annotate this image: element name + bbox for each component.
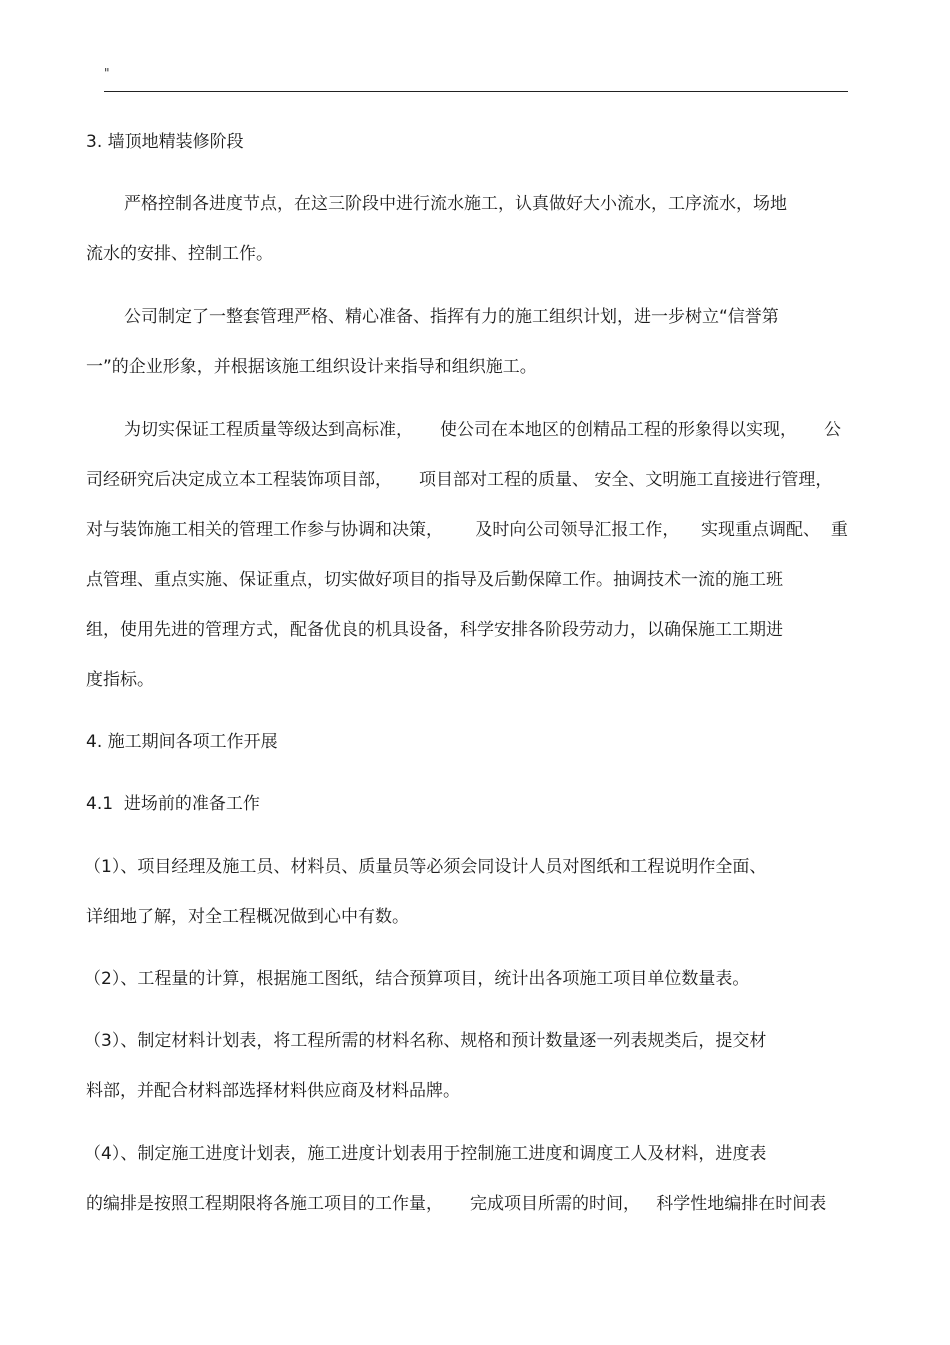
paragraph-3-line-6: 度指标。 <box>86 670 154 690</box>
paragraph-1-line-1: 严格控制各进度节点，在这三阶段中进行流水施工，认真做好大小流水，工序流水，场地 <box>124 194 787 214</box>
paragraph-3-line-3: 对与装饰施工相关的管理工作参与协调和决策， 及时向公司领导汇报工作， 实现重点调配、 重 <box>86 520 848 540</box>
section-4-heading: 4. 施工期间各项工作开展 <box>86 732 278 752</box>
item-1-line-2: 详细地了解，对全工程概况做到心中有数。 <box>86 907 409 927</box>
header-mark: " <box>104 66 110 80</box>
paragraph-3-line-1: 为切实保证工程质量等级达到高标准， 使公司在本地区的创精品工程的形象得以实现， 公 <box>124 420 842 440</box>
item-3-line-1: （3）、制定材料计划表，将工程所需的材料名称、规格和预计数量逐一列表规类后，提交材 <box>84 1031 767 1051</box>
section-4-1-heading: 4.1 进场前的准备工作 <box>86 794 260 814</box>
paragraph-3-line-2: 司经研究后决定成立本工程装饰项目部， 项目部对工程的质量、 安全、文明施工直接进行管理， <box>86 470 833 490</box>
paragraph-2-line-2: 一”的企业形象，并根据该施工组织设计来指导和组织施工。 <box>86 357 537 377</box>
paragraph-3-line-4: 点管理、重点实施、保证重点，切实做好项目的指导及后勤保障工作。抽调技术一流的施工班 <box>86 570 783 590</box>
item-1-line-1: （1）、项目经理及施工员、材料员、质量员等必须会同设计人员对图纸和工程说明作全面、 <box>84 857 767 877</box>
header-rule <box>104 91 848 92</box>
paragraph-3-line-5: 组，使用先进的管理方式，配备优良的机具设备，科学安排各阶段劳动力，以确保施工工期进 <box>86 620 783 640</box>
section-3-heading: 3. 墙顶地精装修阶段 <box>86 132 244 152</box>
item-3-line-2: 料部，并配合材料部选择材料供应商及材料品牌。 <box>86 1081 460 1101</box>
item-4-line-1: （4）、制定施工进度计划表，施工进度计划表用于控制施工进度和调度工人及材料，进度表 <box>84 1144 767 1164</box>
item-4-line-2: 的编排是按照工程期限将各施工项目的工作量， 完成项目所需的时间， 科学性地编排在时间表 <box>86 1194 827 1214</box>
item-2-line-1: （2）、工程量的计算，根据施工图纸，结合预算项目，统计出各项施工项目单位数量表。 <box>84 969 750 989</box>
paragraph-2-line-1: 公司制定了一整套管理严格、精心准备、指挥有力的施工组织计划，进一步树立“信誉第 <box>124 307 779 327</box>
paragraph-1-line-2: 流水的安排、控制工作。 <box>86 244 273 264</box>
